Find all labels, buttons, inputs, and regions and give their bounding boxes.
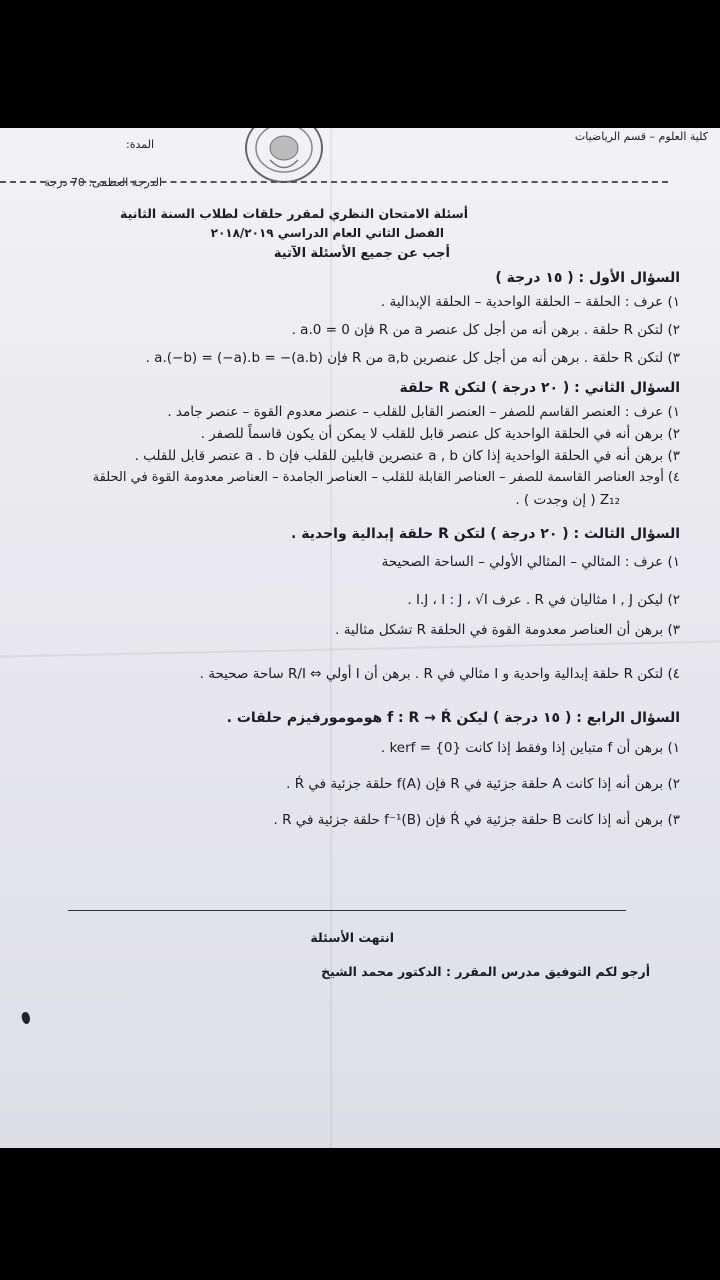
max-score: الدرجة العظمى: 70 درجة [44,176,162,189]
faculty-name: كلية العلوم – قسم الرياضيات [574,130,708,143]
question-3-item-4: ٤) لتكن R حلقة إبدالية واحدية و I مثالي في R . برهن أن I أولي ⇔ R/I ساحة صحيحة . [199,666,680,682]
question-1-item-3: ٣) لتكن R حلقة . برهن أنه من أجل كل عنصرين a,b من R فإن a.(−b) = (−a).b = −(a.b) . [145,350,680,366]
question-2-item-4: ٤) أوجد العناصر القاسمة للصفر – العناصر القابلة للقلب – العناصر الجامدة – العناصر معدومة القوة في الحلقة [92,470,680,485]
question-3-item-2: ٢) ليكن I , J مثاليان في R . عرف I.J ، I : J ، √I . [407,592,680,608]
question-2-item-2: ٢) برهن أنه في الحلقة الواحدية كل عنصر قابل للقلب لا يمكن أن يكون قاسماً للصفر . [200,426,680,442]
semester-line: الفصل الثاني العام الدراسي ٢٠١٨/٢٠١٩ [210,226,444,240]
question-3-heading: السؤال الثالث : ( ٢٠ درجة ) لتكن R حلقة إبدالية واحدية . [291,526,680,542]
ink-spot-icon [20,1011,32,1025]
question-2-item-1: ١) عرف : العنصر القاسم للصفر – العنصر القابل للقلب – عنصر معدوم القوة – عنصر جامد . [167,404,680,420]
question-4-item-2: ٢) برهن أنه إذا كانت A حلقة جزئية في R فإن f(A) حلقة جزئية في Ŕ . [286,776,680,792]
instructor-signature: أرجو لكم التوفيق مدرس المقرر : الدكتور محمد الشيخ [321,964,650,979]
question-4-item-3: ٣) برهن أنه إذا كانت B حلقة جزئية في Ŕ فإن f⁻¹(B) حلقة جزئية في R . [273,812,680,828]
question-2-item-3: ٣) برهن أنه في الحلقة الواحدية إذا كان a , b عنصرين قابلين للقلب فإن a . b عنصر قابل للقلب . [134,448,680,464]
question-3-item-1: ١) عرف : المثالي – المثالي الأولي – الساحة الصحيحة [381,554,680,570]
exam-paper [0,128,720,1148]
question-2-heading: السؤال الثاني : ( ٢٠ درجة ) لتكن R حلقة [399,380,680,396]
duration-label: المدة: [125,138,154,151]
question-1-heading: السؤال الأول : ( ١٥ درجة ) [495,270,680,286]
instruction-line: أجب عن جميع الأسئلة الآتية [273,246,450,261]
footer-divider [68,910,626,911]
question-2-item-4-ring: Z₁₂ ( إن وجدت ) . [515,492,620,508]
header-divider [0,181,668,183]
exam-title: أسئلة الامتحان النظري لمقرر حلقات لطلاب السنة الثانية [120,206,468,221]
question-3-item-3: ٣) برهن أن العناصر معدومة القوة في الحلقة R تشكل مثالية . [335,622,680,638]
end-of-questions: انتهت الأسئلة [310,930,394,945]
question-4-item-1: ١) برهن أن f متباين إذا وفقط إذا كانت kerf = {0} . [380,740,680,756]
question-4-heading: السؤال الرابع : ( ١٥ درجة ) ليكن f : R → Ŕ هومومورفيزم حلقات . [226,710,680,726]
question-1-item-1: ١) عرف : الحلقة – الحلقة الواحدية – الحلقة الإبدالية . [380,294,680,310]
question-1-item-2: ٢) لتكن R حلقة . برهن أنه من أجل كل عنصر a من R فإن a.0 = 0 . [291,322,680,338]
